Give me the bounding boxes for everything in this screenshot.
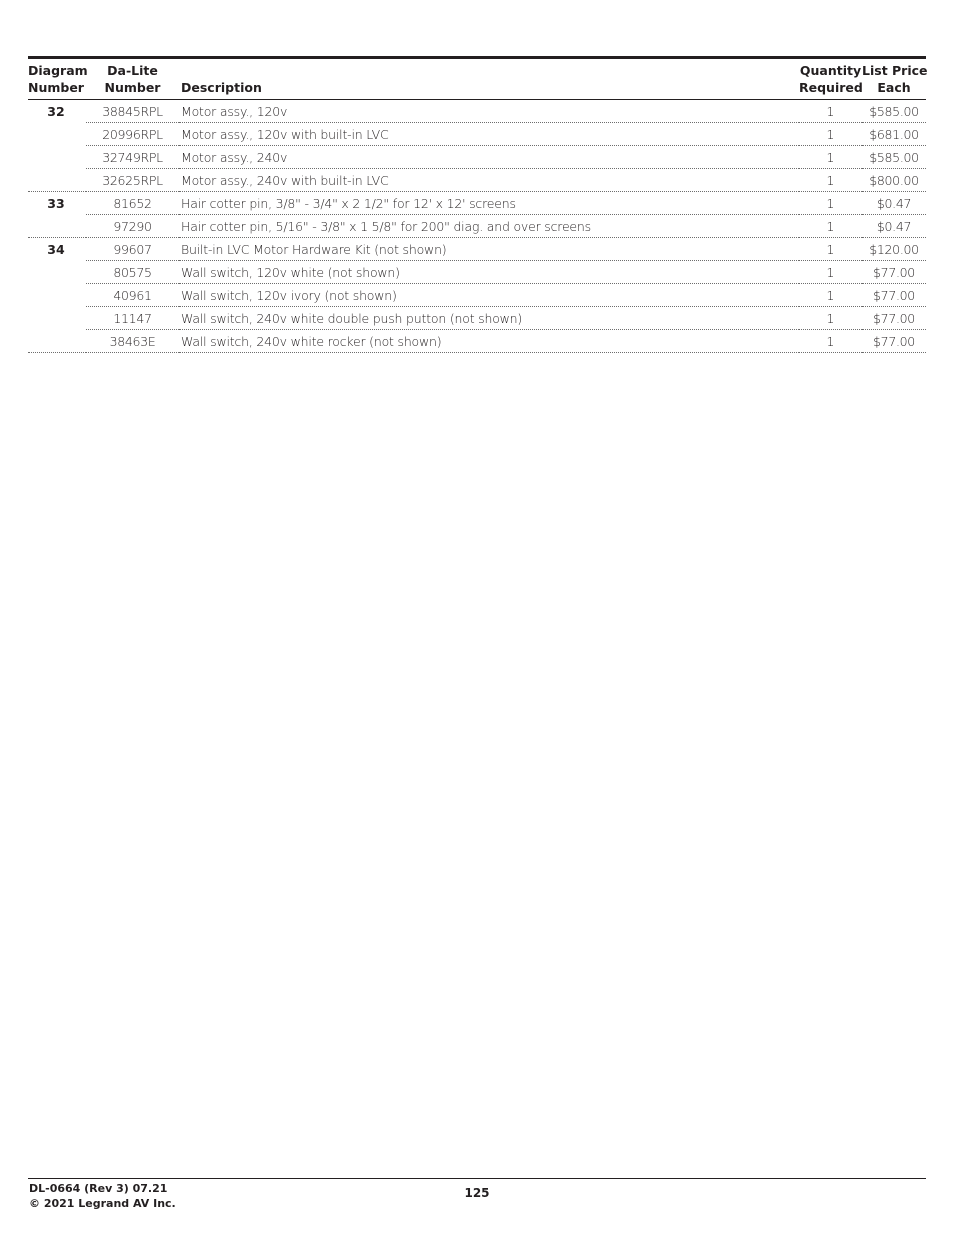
quantity-cell: 1	[799, 123, 862, 146]
table-row	[28, 261, 926, 284]
header-quantity-required	[799, 60, 862, 100]
footer-rule	[28, 1178, 926, 1179]
price-cell: $77.00	[862, 307, 926, 330]
parts-table-header	[28, 60, 926, 100]
header-diagram-line1: Diagram	[28, 63, 88, 78]
table-row	[28, 307, 926, 330]
price-cell: $77.00	[862, 261, 926, 284]
table-row	[28, 123, 926, 146]
copyright-notice: © 2021 Legrand AV Inc.	[29, 1197, 176, 1210]
description-cell: Hair cotter pin, 5/16" - 3/8" x 1 5/8" for 200" diag. and over screens	[179, 215, 799, 238]
part-number-cell: 80575	[86, 261, 179, 284]
part-number-cell: 32625RPL	[86, 169, 179, 192]
quantity-cell: 1	[799, 261, 862, 284]
table-row	[28, 146, 926, 169]
part-number-cell: 99607	[86, 238, 179, 261]
part-number-cell: 81652	[86, 192, 179, 215]
description-cell: Motor assy., 240v with built-in LVC	[179, 169, 799, 192]
part-number-cell: 97290	[86, 215, 179, 238]
header-dalite-line1: Da-Lite	[107, 63, 158, 78]
diagram-number-cell: 34	[47, 241, 65, 257]
document-id: DL-0664 (Rev 3) 07.21	[29, 1182, 168, 1195]
page-number: 125	[464, 1186, 490, 1200]
header-quantity-line1: Quantity	[799, 63, 862, 78]
table-row	[28, 215, 926, 238]
diagram-number-cell: 32	[47, 103, 65, 119]
diagram-number-cell	[28, 215, 86, 238]
description-cell: Wall switch, 240v white double push putton (not shown)	[179, 307, 799, 330]
part-number-cell: 20996RPL	[86, 123, 179, 146]
price-cell: $77.00	[862, 330, 926, 353]
price-cell: $585.00	[862, 146, 926, 169]
price-cell: $0.47	[862, 215, 926, 238]
description-cell: Motor assy., 120v with built-in LVC	[179, 123, 799, 146]
quantity-cell: 1	[799, 238, 862, 261]
description-cell: Wall switch, 120v ivory (not shown)	[179, 284, 799, 307]
diagram-number-cell	[28, 330, 86, 353]
part-number-cell: 11147	[86, 307, 179, 330]
header-diagram-line2: Number	[28, 80, 84, 95]
description-cell: Wall switch, 120v white (not shown)	[179, 261, 799, 284]
quantity-cell: 1	[799, 169, 862, 192]
table-row	[28, 238, 926, 261]
header-description: Description	[179, 60, 799, 100]
part-number-cell: 38463E	[86, 330, 179, 353]
quantity-cell: 1	[799, 192, 862, 215]
description-cell: Built-in LVC Motor Hardware Kit (not shown)	[179, 238, 799, 261]
table-top-rule	[28, 56, 926, 59]
diagram-number-cell	[28, 261, 86, 284]
header-list-price-each	[862, 60, 926, 100]
price-cell: $800.00	[862, 169, 926, 192]
diagram-number-cell: 33	[47, 195, 65, 211]
header-diagram-number	[28, 60, 86, 100]
header-price-line2: Each	[877, 80, 911, 95]
quantity-cell: 1	[799, 330, 862, 353]
description-cell: Hair cotter pin, 3/8" - 3/4" x 2 1/2" for 12' x 12' screens	[179, 192, 799, 215]
part-number-cell: 32749RPL	[86, 146, 179, 169]
header-dalite-number	[86, 60, 179, 100]
table-row	[28, 330, 926, 353]
table-row	[28, 169, 926, 192]
quantity-cell: 1	[799, 215, 862, 238]
header-dalite-line2: Number	[104, 80, 161, 95]
header-quantity-line2: Required	[799, 80, 863, 95]
diagram-number-cell	[28, 284, 86, 307]
table-row	[28, 192, 926, 215]
quantity-cell: 1	[799, 146, 862, 169]
table-row	[28, 284, 926, 307]
part-number-cell: 38845RPL	[86, 100, 179, 123]
description-cell: Motor assy., 120v	[179, 100, 799, 123]
price-cell: $77.00	[862, 284, 926, 307]
price-cell: $120.00	[862, 238, 926, 261]
parts-table-body	[28, 100, 926, 353]
price-cell: $681.00	[862, 123, 926, 146]
description-cell: Motor assy., 240v	[179, 146, 799, 169]
diagram-number-cell	[28, 169, 86, 192]
diagram-number-cell	[28, 146, 86, 169]
description-cell: Wall switch, 240v white rocker (not shown)	[179, 330, 799, 353]
part-number-cell: 40961	[86, 284, 179, 307]
table-row	[28, 100, 926, 123]
price-cell: $0.47	[862, 192, 926, 215]
diagram-number-cell	[28, 123, 86, 146]
header-price-line1: List Price	[862, 63, 928, 78]
parts-table	[28, 60, 926, 353]
quantity-cell: 1	[799, 100, 862, 123]
quantity-cell: 1	[799, 307, 862, 330]
diagram-number-cell	[28, 307, 86, 330]
quantity-cell: 1	[799, 284, 862, 307]
price-cell: $585.00	[862, 100, 926, 123]
